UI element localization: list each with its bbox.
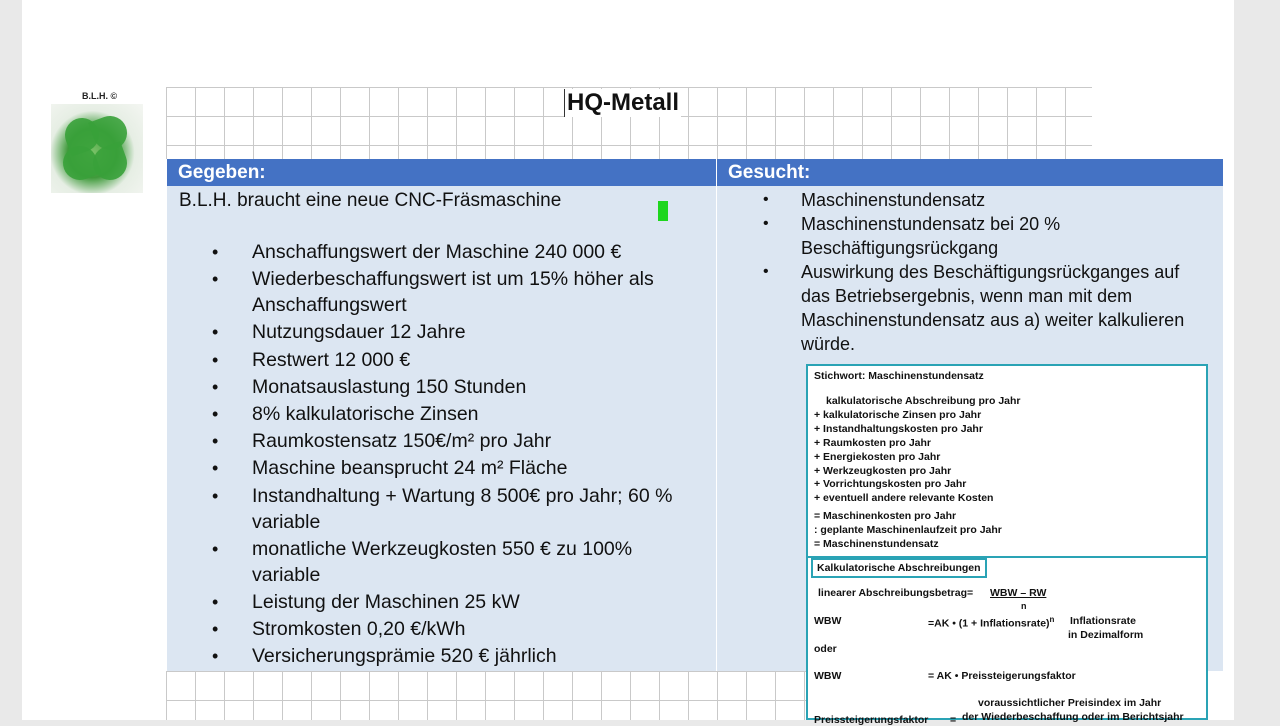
formula-line: = Maschinenkosten pro Jahr: [814, 510, 957, 522]
list-item: • Instandhaltung + Wartung 8 500€ pro Jahr; 60 % variable: [202, 483, 702, 535]
formula-box: [806, 364, 1208, 726]
sought-header: Gesucht:: [717, 159, 1223, 186]
formula-cost-lines: [814, 395, 1021, 506]
list-item: • Versicherungsprämie 520 € jährlich: [202, 643, 702, 669]
list-item: • Wiederbeschaffungswert ist um 15% höher als Anschaffungswert: [202, 266, 702, 318]
given-intro: B.L.H. braucht eine neue CNC-Fräsmaschine: [179, 190, 562, 211]
formula-line: + Vorrichtungskosten pro Jahr: [814, 478, 967, 491]
list-item: • Leistung der Maschinen 25 kW: [202, 589, 702, 615]
formula-section2-title: Kalkulatorische Abschreibungen: [811, 558, 987, 578]
list-item: • monatliche Werkzeugkosten 550 € zu 100% variable: [202, 536, 702, 588]
psf-note-1: voraussichtlicher Preisindex im Jahr: [978, 697, 1162, 709]
list-item: • Raumkostensatz 150€/m² pro Jahr: [202, 428, 702, 454]
list-item: • Auswirkung des Beschäftigungsrückganges auf das Betriebsergebnis, wenn man mit dem Maschinenstundensatz aus a) weiter kalkulieren würde.: [749, 260, 1189, 356]
sought-list: [749, 188, 1189, 356]
list-item: • Monatsauslastung 150 Stunden: [202, 374, 702, 400]
psf-label: Preissteigerungsfaktor: [814, 714, 929, 726]
list-item: • Stromkosten 0,20 €/kWh: [202, 616, 702, 642]
wbw-formula-2: = AK • Preissteigerungsfaktor: [928, 670, 1076, 682]
formula-line: = Maschinenstundensatz: [814, 537, 939, 550]
wbw-label-2: WBW: [814, 670, 842, 682]
given-header: Gegeben:: [167, 159, 716, 186]
inflation-note-1: Inflationsrate: [1070, 615, 1136, 627]
formula-section-machine-rate: [808, 366, 1206, 558]
given-list: [202, 239, 702, 670]
list-item: • Restwert 12 000 €: [202, 347, 702, 373]
psf-equals: =: [950, 714, 957, 726]
list-item: • Maschine beansprucht 24 m² Fläche: [202, 455, 702, 481]
linear-denominator: n: [1021, 601, 1027, 611]
page-title: HQ-Metall: [564, 89, 681, 117]
formula-result-lines: [814, 510, 1002, 552]
formula-line: kalkulatorische Abschreibung pro Jahr: [826, 395, 1021, 407]
clover-icon: [51, 104, 143, 193]
psf-note-2: der Wiederbeschaffung oder im Berichtsjahr: [962, 711, 1184, 723]
list-item: • Anschaffungswert der Maschine 240 000 €: [202, 239, 702, 265]
linear-numerator: WBW – RW: [990, 587, 1047, 599]
linear-label: linearer Abschreibungsbetrag=: [818, 587, 974, 599]
grid-paper-bottom: [166, 671, 806, 720]
oder-label: oder: [814, 643, 837, 655]
list-item: • 8% kalkulatorische Zinsen: [202, 401, 702, 427]
formula-line: + Instandhaltungskosten pro Jahr: [814, 422, 983, 435]
formula-line: + Werkzeugkosten pro Jahr: [814, 464, 952, 477]
list-item: • Maschinenstundensatz bei 20 % Beschäftigungsrückgang: [749, 212, 1189, 260]
formula-line: + Raumkosten pro Jahr: [814, 436, 931, 449]
logo-caption: B.L.H. ©: [82, 91, 118, 101]
wbw-label-1: WBW: [814, 615, 842, 627]
formula-line: : geplante Maschinenlaufzeit pro Jahr: [814, 523, 1002, 536]
formula-line: + Energiekosten pro Jahr: [814, 450, 941, 463]
list-item: • Maschinenstundensatz: [749, 188, 1189, 212]
formula-line: + eventuell andere relevante Kosten: [814, 492, 994, 505]
list-item: • Nutzungsdauer 12 Jahre: [202, 319, 702, 345]
inflation-note-2: in Dezimalform: [1068, 629, 1144, 641]
column-divider: [716, 159, 717, 671]
wbw-formula-1: =AK • (1 + Inflationsrate)$^n$: [928, 615, 1055, 630]
formula-keyword: Stichwort: Maschinenstundensatz: [814, 370, 984, 382]
text-cursor-marker: [658, 201, 668, 221]
formula-line: + kalkulatorische Zinsen pro Jahr: [814, 408, 982, 421]
